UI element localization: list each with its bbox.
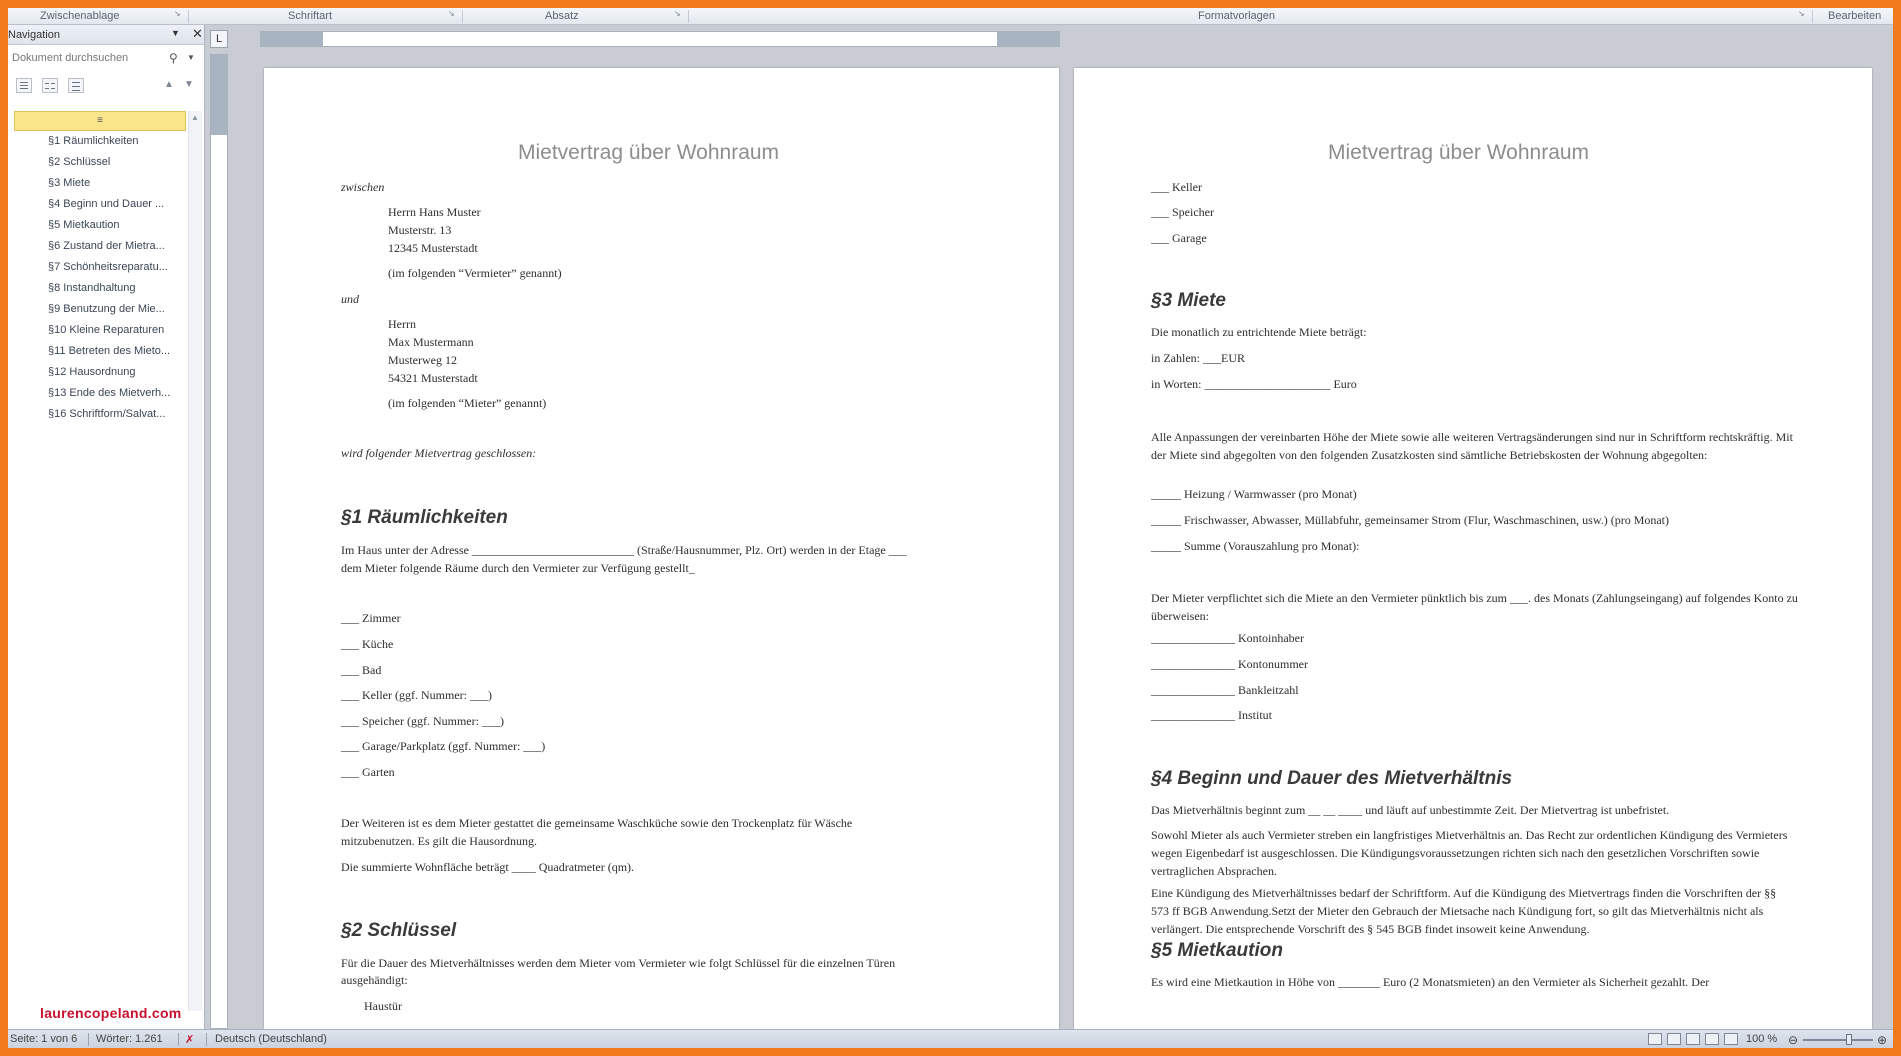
full-screen-reading-view-icon[interactable] [1667, 1033, 1681, 1045]
heading-s1: §1 Räumlichkeiten [341, 507, 508, 528]
landlord-note: (im folgenden “Vermieter” genannt) [388, 266, 562, 280]
tenant-note: (im folgenden “Mieter” genannt) [388, 396, 547, 410]
search-options-arrow-icon[interactable]: ▼ [187, 53, 195, 62]
contract-concluded-text: wird folgender Mietvertrag geschlossen: [341, 446, 537, 460]
language-status[interactable]: Deutsch (Deutschland) [215, 1033, 327, 1045]
ribbon-group-editing[interactable]: Bearbeiten [1828, 10, 1882, 22]
tenant-line: Max Mustermann [388, 335, 474, 349]
ribbon-group-paragraph[interactable]: Absatz [545, 10, 579, 22]
rent-intro: Die monatlich zu entrichtende Miete beträgt: [1151, 325, 1367, 339]
nav-heading-item[interactable]: §7 Schönheitsreparatu... [48, 261, 168, 273]
key-item: ___ Garage [1151, 231, 1207, 245]
room-item: ___ Küche [341, 637, 394, 651]
landlord-line: Musterstr. 13 [388, 223, 452, 237]
key-item: ___ Speicher [1151, 205, 1214, 219]
landlord-line: 12345 Musterstadt [388, 241, 478, 255]
payment-paragraph: Der Mieter verpflichtet sich die Miete an den Vermieter pünktlich bis zum ___. des Monats (Zahlungseingang) auf folgendes Konto zu überweisen: [1151, 591, 1798, 623]
zoom-slider-track[interactable] [1803, 1039, 1873, 1041]
ribbon-group-styles[interactable]: Formatvorlagen [1198, 10, 1276, 22]
ribbon-separator [188, 10, 189, 23]
s2-text-line: Für die Dauer des Mietverhältnisses werden dem Mieter vom Vermieter wie folgt Schlüssel für die einzelnen Türen [341, 956, 896, 970]
status-separator [88, 1033, 89, 1046]
navigation-pane [8, 25, 205, 1029]
clipboard-launcher-icon[interactable]: ↘ [174, 9, 181, 18]
laundry-line: Der Weiteren ist es dem Mieter gestattet die gemeinsame Waschküche sowie den Trockenplatz für Wäsche [341, 816, 853, 830]
font-launcher-icon[interactable]: ↘ [448, 9, 455, 18]
search-placeholder: Dokument durchsuchen [12, 52, 129, 64]
styles-launcher-icon[interactable]: ↘ [1798, 9, 1805, 18]
zoom-in-icon[interactable]: ⊕ [1877, 1033, 1888, 1047]
heading-s5: §5 Mietkaution [1151, 940, 1283, 961]
nav-heading-item[interactable]: §8 Instandhaltung [48, 282, 136, 294]
landlord-line: Herrn Hans Muster [388, 205, 481, 219]
s5-paragraph: Es wird eine Mietkaution in Höhe von _______ Euro (2 Monatsmieten) an den Vermieter als Sicherheit gezahlt. Der [1151, 975, 1710, 989]
status-separator [178, 1033, 179, 1046]
zoom-level[interactable]: 100 % [1746, 1033, 1778, 1045]
nav-heading-item[interactable]: §5 Mietkaution [48, 219, 120, 231]
document-search-input[interactable] [8, 49, 198, 69]
tenant-line: Herrn [388, 317, 416, 331]
heading-s4: §4 Beginn und Dauer des Mietverhältnis [1151, 768, 1513, 789]
ribbon-separator [1812, 10, 1813, 23]
key-item: ___ Keller [1151, 180, 1202, 194]
nav-heading-item[interactable]: §2 Schlüssel [48, 156, 111, 168]
navigation-scrollbar[interactable] [188, 111, 202, 1011]
paragraph-launcher-icon[interactable]: ↘ [674, 9, 681, 18]
outline-view-icon[interactable] [1705, 1033, 1719, 1045]
ribbon-group-font[interactable]: Schriftart [288, 10, 333, 22]
nav-heading-item[interactable]: §12 Hausordnung [48, 366, 136, 378]
horizontal-ruler[interactable] [260, 31, 1060, 47]
top-margin-area [211, 55, 227, 135]
ribbon-separator [688, 10, 689, 23]
tenant-line: Musterweg 12 [388, 353, 457, 367]
room-item: ___ Speicher (ggf. Nummer: ___) [341, 714, 504, 728]
page-count-status[interactable]: Seite: 1 von 6 [10, 1033, 78, 1045]
vertical-ruler[interactable] [210, 54, 228, 1029]
scroll-up-icon[interactable]: ▲ [191, 113, 199, 122]
status-bar [8, 1029, 1893, 1048]
cost-item: _____ Heizung / Warmwasser (pro Monat) [1151, 487, 1357, 501]
key-item: Haustür [364, 999, 402, 1013]
draft-view-icon[interactable] [1724, 1033, 1738, 1045]
nav-heading-item[interactable]: §13 Ende des Mietverh... [48, 387, 171, 399]
between-label: zwischen [341, 180, 385, 194]
heading-s2: §2 Schlüssel [341, 920, 457, 941]
zoom-slider-thumb[interactable] [1846, 1034, 1852, 1045]
previous-heading-icon[interactable]: ▲ [164, 79, 174, 90]
nav-heading-item[interactable]: §6 Zustand der Mietra... [48, 240, 165, 252]
room-item: ___ Keller (ggf. Nummer: ___) [341, 688, 492, 702]
bank-item: ______________ Kontoinhaber [1151, 631, 1304, 645]
cost-item: _____ Summe (Vorauszahlung pro Monat): [1151, 539, 1360, 553]
nav-heading-item[interactable]: §9 Benutzung der Mie... [48, 303, 165, 315]
rent-words: in Worten: _____________________ Euro [1151, 377, 1357, 391]
nav-heading-item[interactable]: §3 Miete [48, 177, 91, 189]
ribbon-group-clipboard[interactable]: Zwischenablage [40, 10, 120, 22]
cost-item: _____ Frischwasser, Abwasser, Müllabfuhr, gemeinsamer Strom (Flur, Waschmaschinen, usw.) (pro Monat) [1151, 513, 1670, 527]
bank-item: ______________ Institut [1151, 708, 1273, 722]
proofing-error-icon[interactable]: ✗ [185, 1034, 195, 1046]
nav-heading-item[interactable]: §11 Betreten des Mieto... [48, 345, 171, 357]
nav-heading-item[interactable]: §16 Schriftform/Salvat... [48, 408, 166, 420]
ribbon-group-labels [8, 8, 1893, 25]
room-item: ___ Bad [341, 663, 382, 677]
next-heading-icon[interactable]: ▼ [184, 79, 194, 90]
browse-pages-icon[interactable] [42, 78, 58, 93]
room-item: ___ Zimmer [341, 611, 401, 625]
s1-intro-line: dem Mieter folgende Räume durch den Vermieter zur Verfügung gestellt_ [341, 561, 695, 575]
s4-paragraph: Eine Kündigung des Mietverhältnisses bedarf der Schriftform. Auf die Kündigung des Mietvertrags finden die Vorschriften der §§ 573 ff BGB Anwendung.Setzt der Mieter den Gebrauch der Mietsache nach Kündigung fort, so gilt das Mietverhältnis nicht als verlängert. Die entsprechende Vorschrift des § 545 BGB findet insoweit keine Anwendung. [1151, 886, 1777, 936]
room-item: ___ Garage/Parkplatz (ggf. Nummer: ___) [341, 739, 546, 753]
heading-s3: §3 Miete [1151, 290, 1226, 311]
bank-item: ______________ Bankleitzahl [1151, 683, 1299, 697]
s4-paragraph: Sowohl Mieter als auch Vermieter streben ein langfristiges Mietverhältnis an. Das Recht zur ordentlichen Kündigung des Vermieters wegen Eigenbedarf ist ausgeschlossen. Die Kündigungsvoraussetzungen richten sich nach den gesetzlichen Vorschriften sowie vertraglichen Absprachen. [1151, 828, 1788, 878]
tab-selector[interactable]: L [210, 30, 228, 48]
heading-list [14, 111, 186, 425]
print-layout-view-icon[interactable] [1648, 1033, 1662, 1045]
web-layout-view-icon[interactable] [1686, 1033, 1700, 1045]
word-window [8, 8, 1893, 1048]
right-margin-area [997, 32, 1059, 46]
search-icon[interactable]: ⚲ [169, 51, 178, 65]
adjustments-paragraph: Alle Anpassungen der vereinbarten Höhe der Miete sowie alle weiteren Vertragsänderungen sind nur in Schriftform rechtskräftig. Mit der Miete sind abgegolten von den folgenden Zusatzkosten sind sämtliche Betriebskosten der Wohnung abgegolten: [1151, 430, 1793, 462]
browse-headings-icon[interactable] [16, 78, 32, 93]
status-separator [206, 1033, 207, 1046]
document-page-1[interactable] [264, 68, 1059, 1029]
s4-paragraph: Das Mietverhältnis beginnt zum __ __ ____ und läuft auf unbestimmte Zeit. Der Mietvertrag ist unbefristet. [1151, 803, 1670, 817]
navigation-view-tabs [8, 75, 198, 97]
and-label: und [341, 292, 359, 306]
current-heading-highlight[interactable]: ≡ [14, 111, 186, 131]
pane-options-dropdown-icon[interactable]: ▼ [171, 28, 180, 38]
rent-numbers: in Zahlen: ___EUR [1151, 351, 1245, 365]
s2-text-line: ausgehändigt: [341, 973, 408, 987]
watermark-text: laurencopeland.com [40, 1005, 182, 1021]
s1-intro-line: Im Haus unter der Adresse ___________________________ (Straße/Hausnummer, Plz. Ort) werden in der Etage ___ [341, 543, 907, 557]
nav-heading-item[interactable]: §1 Räumlichkeiten [48, 135, 139, 147]
close-pane-icon[interactable]: ✕ [192, 26, 203, 41]
bank-item: ______________ Kontonummer [1151, 657, 1308, 671]
area-line: Die summierte Wohnfläche beträgt ____ Quadratmeter (qm). [341, 860, 635, 874]
page-title: Mietvertrag über Wohnraum [518, 141, 780, 164]
nav-heading-item[interactable]: §4 Beginn und Dauer ... [48, 198, 165, 210]
word-count-status[interactable]: Wörter: 1.261 [96, 1033, 163, 1045]
browse-results-icon[interactable] [68, 78, 84, 93]
navigation-pane-header [8, 25, 204, 45]
navigation-pane-title: Navigation [8, 29, 60, 41]
page-title: Mietvertrag über Wohnraum [1328, 141, 1590, 164]
nav-heading-item[interactable]: §10 Kleine Reparaturen [48, 324, 165, 336]
ribbon-separator [462, 10, 463, 23]
document-page-2[interactable] [1074, 68, 1872, 1029]
room-item: ___ Garten [341, 765, 395, 779]
left-margin-area [261, 32, 323, 46]
zoom-out-icon[interactable]: ⊖ [1788, 1033, 1799, 1047]
tenant-line: 54321 Musterstadt [388, 371, 478, 385]
laundry-line: mitzubenutzen. Es gilt die Hausordnung. [341, 834, 537, 848]
